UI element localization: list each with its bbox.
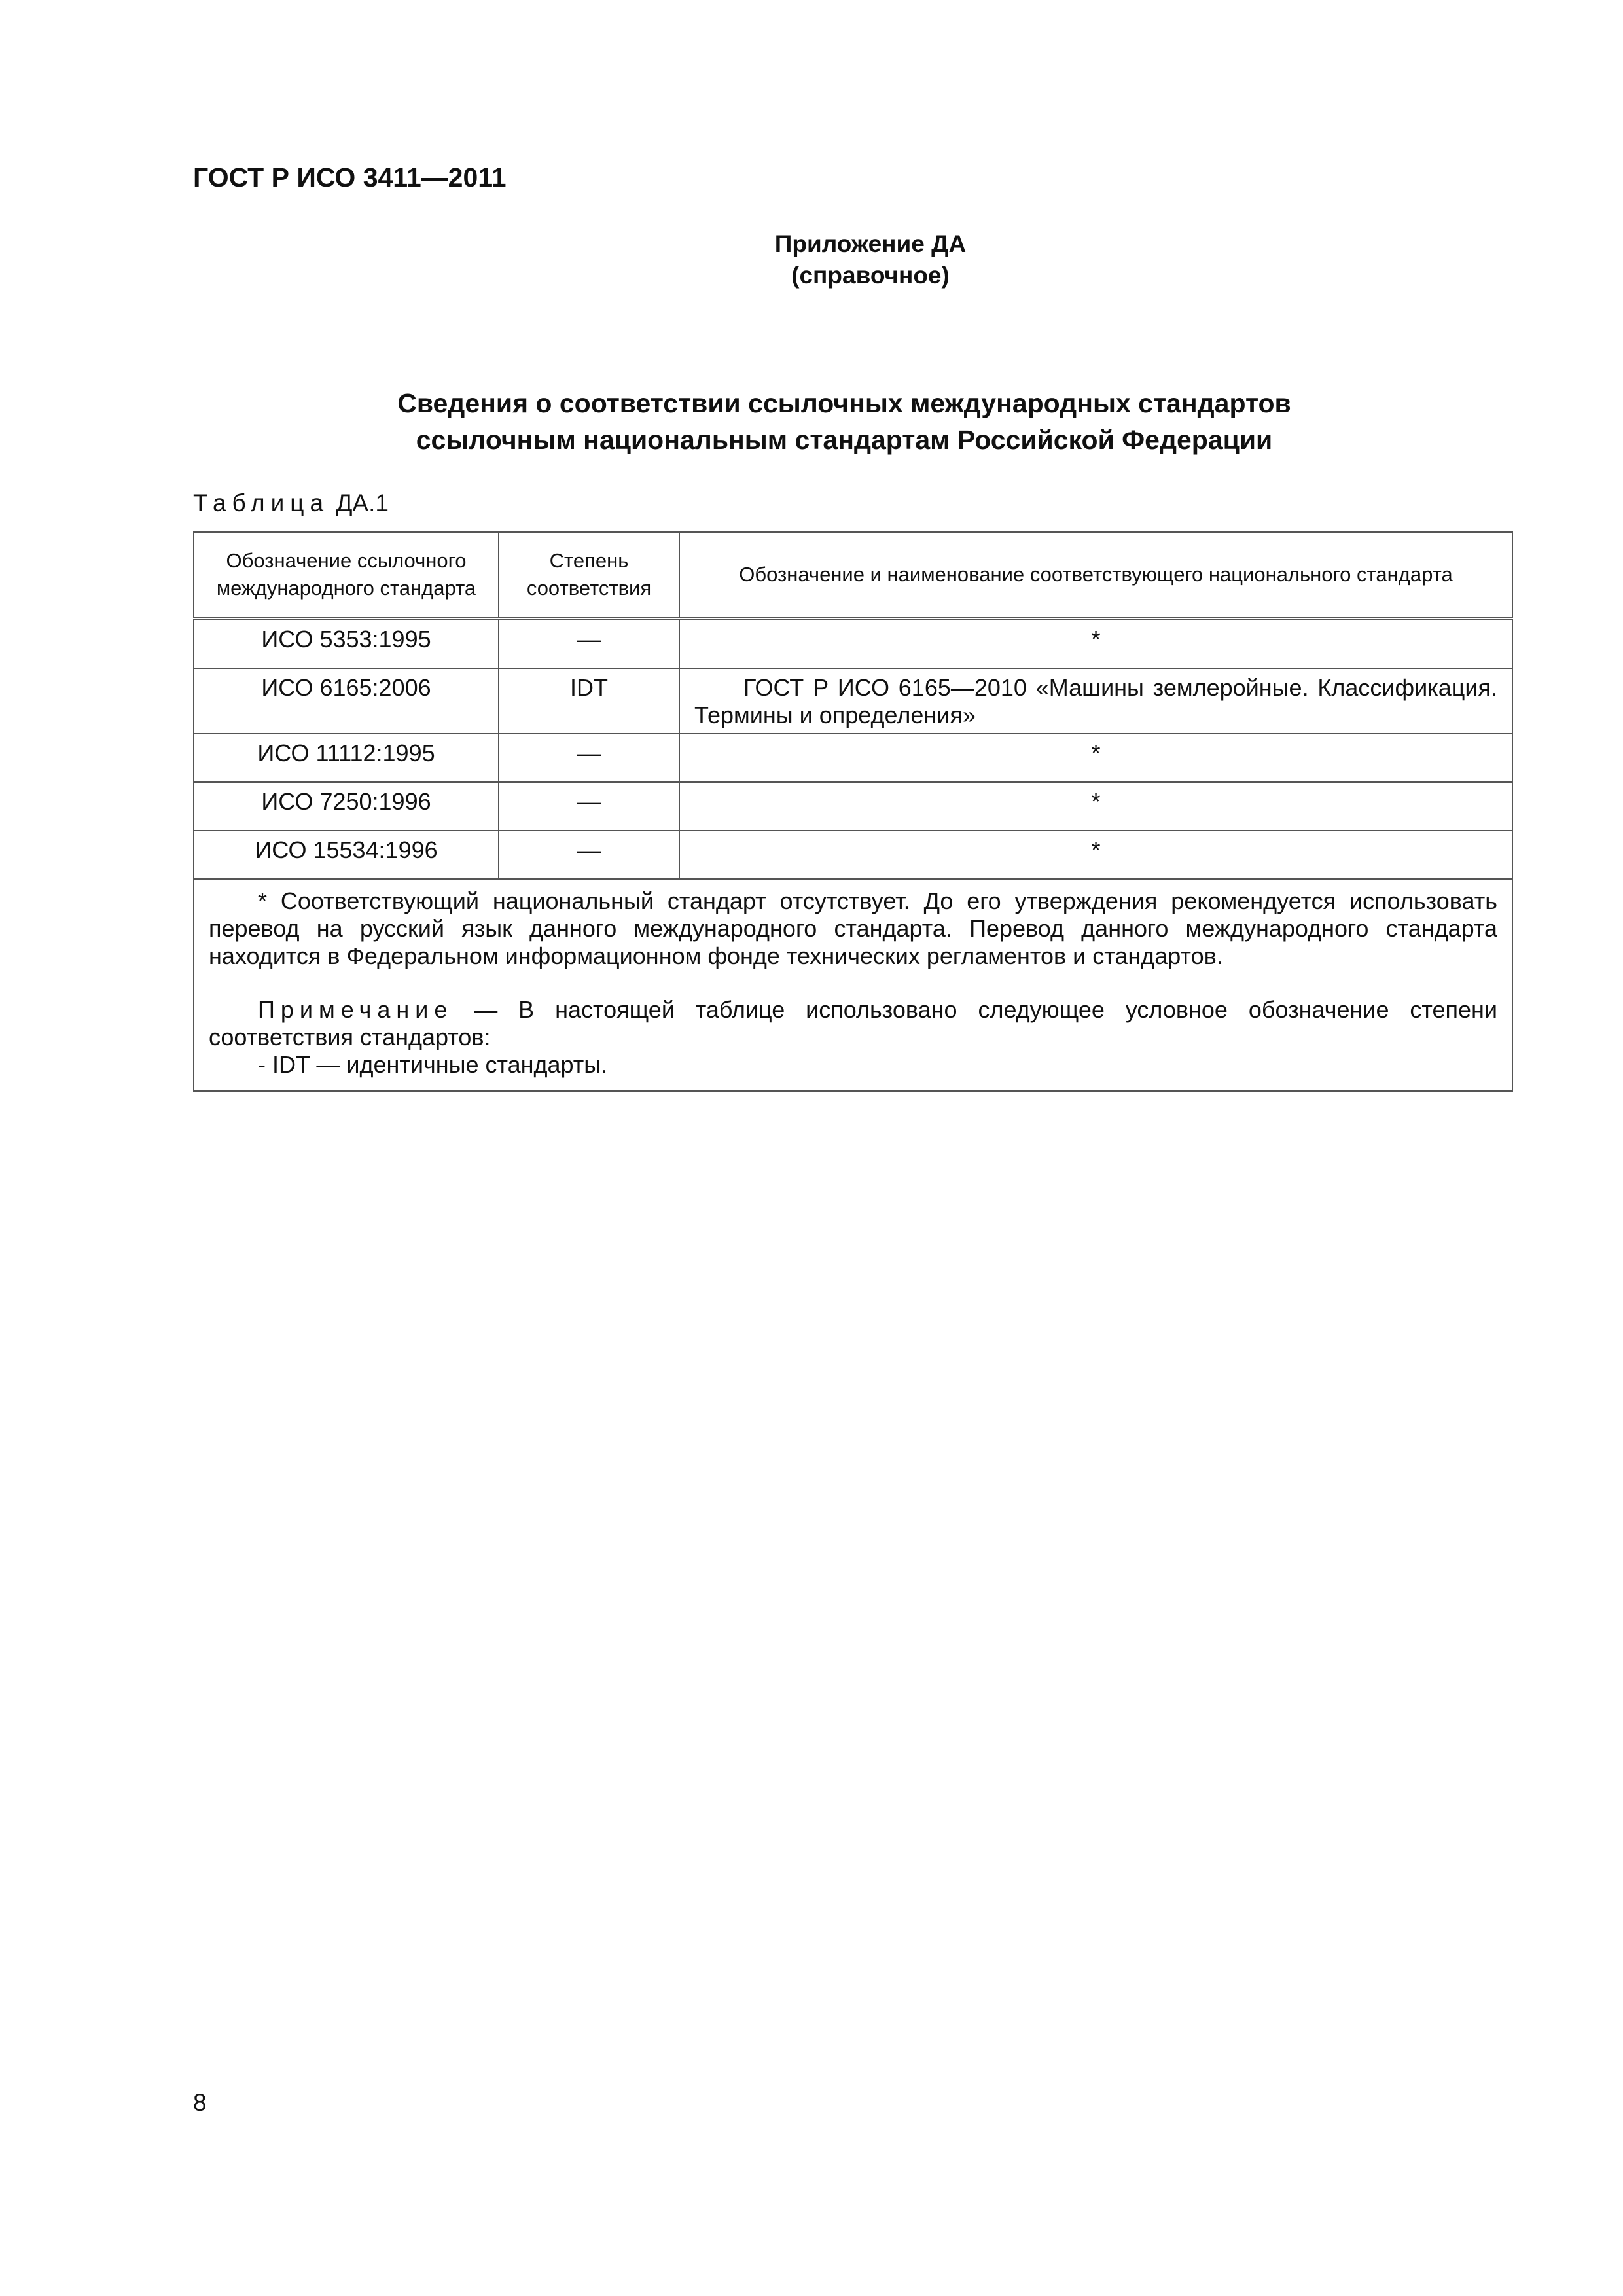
section-heading bbox=[366, 385, 1322, 458]
correspondence-table bbox=[193, 531, 1513, 1092]
annex-title: Приложение ДА bbox=[774, 230, 967, 257]
cell-national: ГОСТ Р ИСО 6165—2010 «Машины землеройные. Классификация. Термины и определения» bbox=[679, 668, 1512, 734]
table-caption-id: ДА.1 bbox=[336, 490, 389, 516]
page-number: 8 bbox=[193, 2089, 207, 2116]
note-text: — В настоящей таблице использовано следующее условное обозначение степени соответствия стандартов: bbox=[209, 996, 1497, 1050]
table-caption-prefix: Таблица bbox=[193, 490, 330, 516]
table-row bbox=[194, 668, 1512, 734]
cell-national: * bbox=[679, 831, 1512, 879]
table-caption bbox=[193, 490, 389, 517]
cell-intl: ИСО 15534:1996 bbox=[194, 831, 499, 879]
note-item: - IDT — идентичные стандарты. bbox=[258, 1051, 608, 1078]
table-footnote: * Соответствующий национальный стандарт отсутствует. До его утверждения рекомендуется использовать перевод на русский язык данного международного стандарта. Перевод данного международного стандарта находится в Федеральном информационном фонде технических регламентов и стандартов. bbox=[209, 888, 1497, 969]
cell-intl: ИСО 7250:1996 bbox=[194, 782, 499, 831]
annex-status: (справочное) bbox=[791, 262, 950, 289]
cell-intl: ИСО 6165:2006 bbox=[194, 668, 499, 734]
table-row bbox=[194, 734, 1512, 782]
cell-degree: IDT bbox=[499, 668, 679, 734]
cell-intl: ИСО 5353:1995 bbox=[194, 619, 499, 668]
document-code: ГОСТ Р ИСО 3411—2011 bbox=[193, 162, 507, 192]
table-row bbox=[194, 831, 1512, 879]
cell-degree: — bbox=[499, 782, 679, 831]
header-degree: Степень соответствия bbox=[499, 532, 679, 619]
table-row bbox=[194, 619, 1512, 668]
cell-national: * bbox=[679, 782, 1512, 831]
note-label: Примечание bbox=[258, 996, 454, 1023]
cell-degree: — bbox=[499, 734, 679, 782]
table-row bbox=[194, 782, 1512, 831]
heading-line-2: ссылочным национальным стандартам Российской Федерации bbox=[416, 425, 1273, 455]
cell-national: * bbox=[679, 734, 1512, 782]
cell-degree: — bbox=[499, 619, 679, 668]
heading-line-1: Сведения о соответствии ссылочных международных стандартов bbox=[397, 388, 1291, 418]
table-header-row bbox=[194, 532, 1512, 619]
table-footnote-cell bbox=[194, 879, 1512, 1091]
cell-intl: ИСО 11112:1995 bbox=[194, 734, 499, 782]
cell-national: * bbox=[679, 619, 1512, 668]
header-intl-standard: Обозначение ссылочного международного стандарта bbox=[194, 532, 499, 619]
header-national-standard: Обозначение и наименование соответствующего национального стандарта bbox=[679, 532, 1512, 619]
table-footer-row bbox=[194, 879, 1512, 1091]
cell-degree: — bbox=[499, 831, 679, 879]
table-note bbox=[209, 996, 1497, 1051]
